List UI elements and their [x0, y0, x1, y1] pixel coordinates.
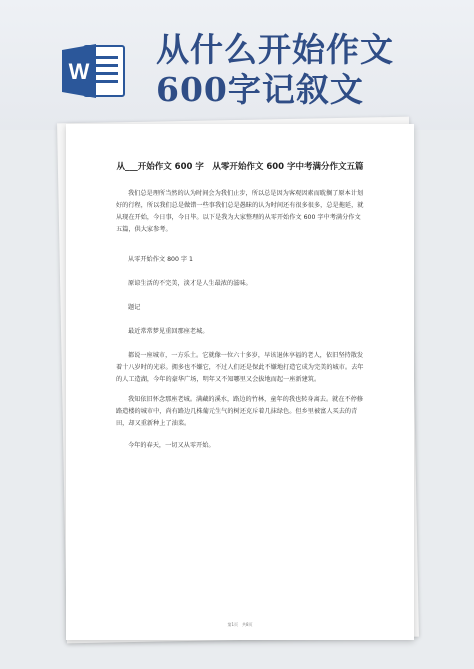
body-paragraph-3: 我知依旧怀念那座老城。满藏的溪水，路边的竹林，童年的我也转身离去。就在不停修路造楼的城市中，尚有路边几株葡元生气的树还克斥着几抹绿色。但乡里被富人买去的青田，却又重新种上了油菜。 [116, 396, 364, 427]
body-paragraph-1: 最近常常梦见重回那座老城。 [128, 328, 209, 335]
word-document-icon [62, 42, 130, 100]
svg-text:W: W [68, 59, 90, 84]
header-banner [0, 0, 474, 130]
document-title: 从___开始作文 600 字 从零开始作文 600 字中考满分作文五篇 [116, 162, 364, 172]
epigraph-paragraph: 原谅生活的不完美，淡才是人生最浓的滋味。 [128, 280, 252, 287]
body-paragraph-2: 都说一座城市，一方乐土。它就像一位六十多岁，早该退休享福的老人，依旧坚持散发着十八岁时的光彩。拥多也不嫌它，不过人们还是保此不嫌地打造它成为完美的城市。去年的人工造湖，今年的豪华广场，明年又不知哪里又会拔地而起一座新建筑。 [116, 352, 364, 383]
page-title: 从什么开始作文600字记叙文 [156, 30, 394, 109]
document-page [66, 124, 414, 640]
epigraph-label: 题记 [128, 304, 141, 311]
section-heading: 从零开始作文 800 字 1 [128, 256, 193, 263]
page-footer: 第1页 共8页 [227, 622, 253, 627]
intro-paragraph: 我们总是理所当然的认为时间会为我们止步，所以总是因为客观因素而耽搁了原本计划好的行程，所以我们总是做错一些事我们总是愚昧的认为时间还有很多很多，总是拖延，就从现在开始，今日事，今日毕。以下是我为大家整理的从零开始作文 600 字中考满分作文五篇，供大家参考。 [116, 190, 364, 233]
body-paragraph-4: 今年的春天，一切又从零开始。 [128, 442, 215, 449]
